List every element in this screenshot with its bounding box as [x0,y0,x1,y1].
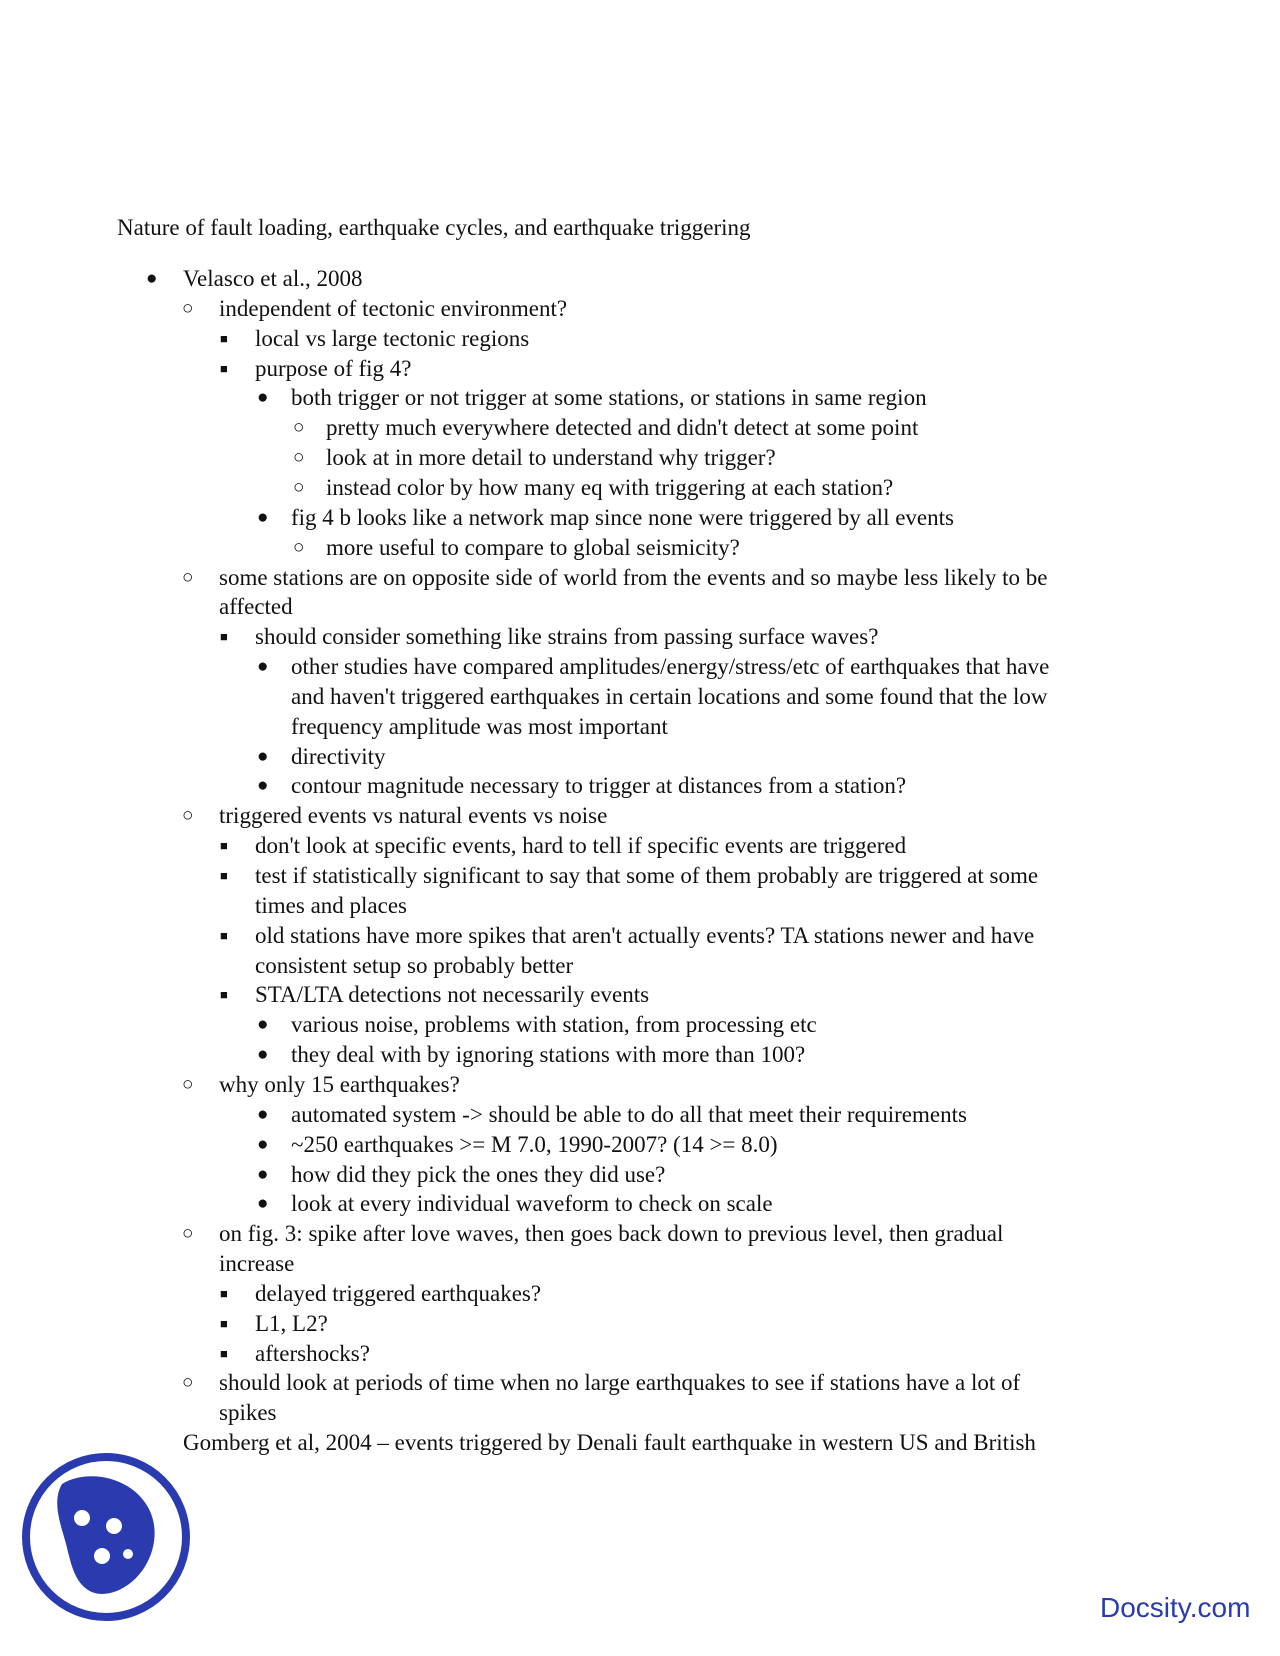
bullet-line: they deal with by ignoring stations with more than 100? [291,1042,806,1068]
bullet-line: spikes [219,1400,277,1426]
bullet-marker-icon: ● [257,1014,269,1036]
bullet-line: look at every individual waveform to check on scale [291,1191,773,1217]
bullet-marker-icon: ○ [182,566,194,588]
bullet-marker-icon: ■ [220,1345,228,1361]
bullet-line: instead color by how many eq with triggering at each station? [326,474,894,500]
bullet-line: aftershocks? [255,1340,370,1366]
bullet-line: independent of tectonic environment? [219,295,568,321]
bullet-line: Velasco et al., 2008 [183,266,363,291]
bullet-line: various noise, problems with station, from processing etc [291,1012,817,1038]
bullet-marker-icon: ● [257,1044,269,1066]
bullet-line: local vs large tectonic regions [255,325,530,351]
bullet-line: Gomberg et al, 2004 – events triggered by Denali fault earthquake in western US and British [183,1430,1036,1456]
bullet-marker-icon: ● [257,387,269,409]
bullet-line: should consider something like strains from passing surface waves? [255,624,879,650]
bullet-line: increase [219,1251,295,1277]
docsity-logo-icon [22,1452,190,1622]
bullet-marker-icon: ■ [220,838,228,854]
bullet-marker-icon: ● [257,745,269,767]
bullet-line: consistent setup so probably better [255,952,574,978]
bullet-marker-icon: ■ [220,330,228,346]
bullet-line: L1, L2? [255,1310,328,1336]
bullet-line: look at in more detail to understand why trigger? [326,445,776,471]
bullet-line: directivity [291,743,386,769]
bullet-marker-icon: ○ [182,297,194,319]
bullet-line: frequency amplitude was most important [291,713,668,739]
bullet-line: STA/LTA detections not necessarily events [255,982,650,1008]
bullet-line: and haven't triggered earthquakes in certain locations and some found that the low [291,683,1048,709]
bullet-marker-icon: ○ [182,1223,194,1245]
bullet-line: pretty much everywhere detected and didn't detect at some point [326,415,919,441]
bullet-marker-icon: ● [257,1193,269,1215]
bullet-line: old stations have more spikes that aren't actually events? TA stations newer and have [255,922,1035,948]
bullet-line: should look at periods of time when no large earthquakes to see if stations have a lot of [219,1370,1021,1396]
bullet-marker-icon: ○ [182,1372,194,1394]
bullet-line: triggered events vs natural events vs noise [219,803,608,829]
bullet-line: don't look at specific events, hard to tell if specific events are triggered [255,833,907,859]
bullet-line: fig 4 b looks like a network map since none were triggered by all events [291,504,954,530]
bullet-line: why only 15 earthquakes? [219,1071,460,1097]
bullet-line: affected [219,594,293,620]
bullet-line: ~250 earthquakes >= M 7.0, 1990-2007? (14 >= 8.0) [291,1131,778,1157]
bullet-line: on fig. 3: spike after love waves, then goes back down to previous level, then gradual [219,1221,1004,1247]
bullet-line: delayed triggered earthquakes? [255,1280,542,1306]
bullet-marker-icon: ■ [220,360,228,376]
bullet-marker-icon: ● [257,506,269,528]
bullet-marker-icon: ○ [293,476,305,498]
bullet-marker-icon: ○ [293,417,305,439]
bullet-marker-icon: ● [257,775,269,797]
bullet-line: both trigger or not trigger at some stations, or stations in same region [291,385,927,411]
bullet-line: more useful to compare to global seismicity? [326,534,740,560]
bullet-line: times and places [255,892,408,918]
bullet-line: how did they pick the ones they did use? [291,1161,666,1187]
bullet-marker-icon: ○ [182,805,194,827]
bullet-marker-icon: ● [257,1103,269,1125]
bullet-marker-icon: ○ [293,536,305,558]
bullet-line: purpose of fig 4? [255,355,412,381]
bullet-marker-icon: ● [257,1163,269,1185]
bullet-marker-icon: ● [257,1133,269,1155]
bullet-line: some stations are on opposite side of world from the events and so maybe less likely to be [219,564,1048,590]
document-title: Nature of fault loading, earthquake cycles, and earthquake triggering [117,215,751,240]
bullet-marker-icon: ○ [182,1073,194,1095]
bullet-marker-icon: ■ [220,927,228,943]
bullet-marker-icon: ● [257,656,269,678]
bullet-marker-icon: ■ [220,629,228,645]
bullet-marker-icon: ■ [220,1285,228,1301]
bullet-line: automated system -> should be able to do all that meet their requirements [291,1101,967,1127]
bullet-marker-icon: ■ [220,1315,228,1331]
bullet-line: contour magnitude necessary to trigger at distances from a station? [291,773,907,799]
bullet-marker-icon: ● [146,268,158,289]
bullet-marker-icon: ■ [220,987,228,1003]
bullet-line: test if statistically significant to say that some of them probably are triggered at some [255,863,1039,888]
bullet-marker-icon: ■ [220,868,228,883]
bullet-line: other studies have compared amplitudes/energy/stress/etc of earthquakes that have [291,654,1050,680]
docsity-brand-text: Docsity.com [1100,1592,1251,1623]
bullet-marker-icon: ○ [293,447,305,469]
